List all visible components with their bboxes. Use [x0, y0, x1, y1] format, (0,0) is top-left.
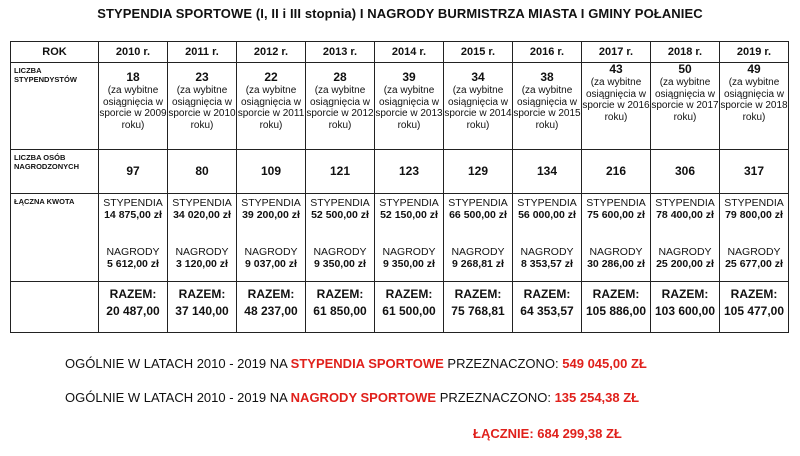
- razem-label: RAZEM:: [661, 287, 709, 301]
- amount-gap: [720, 221, 788, 243]
- summary-nagrody-mid: PRZEZNACZONO:: [436, 390, 555, 405]
- amount-cell: [237, 194, 306, 282]
- razem-value: 105 886,00: [585, 304, 647, 318]
- razem-label: RAZEM:: [454, 287, 502, 301]
- scholars-cell: [168, 63, 237, 150]
- year-header: 2019 r.: [720, 42, 789, 63]
- razem-value: 37 140,00: [175, 304, 229, 318]
- razem-label: RAZEM:: [523, 287, 571, 301]
- summary-nagrody-prefix: OGÓLNIE W LATACH 2010 - 2019 NA: [65, 390, 291, 405]
- razem-value: 61 850,00: [313, 304, 367, 318]
- scholars-note: (za wybitne osiągnięcia w sporcie w 2012 roku): [306, 85, 374, 131]
- nagrody-label: NAGRODY: [313, 246, 367, 258]
- stypendia-value: 56 000,00 zł: [518, 209, 576, 221]
- scholars-count: 39: [402, 70, 416, 84]
- stypendia-value: 39 200,00 zł: [242, 209, 300, 221]
- scholars-count: 28: [333, 70, 347, 84]
- stypendia-value: 66 500,00 zł: [449, 209, 507, 221]
- awarded-cell: [237, 150, 306, 194]
- summary-stypendia: [65, 356, 800, 371]
- awarded-row: [11, 150, 789, 194]
- row-label-awarded: LICZBA OSÓB NAGRODZONYCH: [11, 150, 99, 194]
- awarded-cell: [375, 150, 444, 194]
- nagrody-label: NAGRODY: [589, 246, 643, 258]
- stypendia-value: 78 400,00 zł: [656, 209, 714, 221]
- stypendia-value: 14 875,00 zł: [104, 209, 162, 221]
- scholars-note: (za wybitne osiągnięcia w sporcie w 2016 roku): [582, 77, 650, 123]
- year-header: 2018 r.: [651, 42, 720, 63]
- awarded-cell: [582, 150, 651, 194]
- awarded-cell: [720, 150, 789, 194]
- razem-value: 75 768,81: [451, 304, 505, 318]
- year-header: 2011 r.: [168, 42, 237, 63]
- amount-cell: [720, 194, 789, 282]
- nagrody-label: NAGRODY: [451, 246, 505, 258]
- year-header: 2014 r.: [375, 42, 444, 63]
- nagrody-label: NAGRODY: [382, 246, 436, 258]
- summary-stypendia-value: 549 045,00 ZŁ: [562, 356, 647, 371]
- nagrody-value: 9 350,00 zł: [383, 258, 435, 270]
- awarded-count: 216: [605, 164, 627, 178]
- scholars-note: (za wybitne osiągnięcia w sporcie w 2017 roku): [651, 77, 719, 123]
- scholars-count: 38: [540, 70, 554, 84]
- awarded-cell: [444, 150, 513, 194]
- scholars-note: (za wybitne osiągnięcia w sporcie w 2010 roku): [168, 85, 236, 131]
- stypendia-value: 79 800,00 zł: [725, 209, 783, 221]
- year-header: 2017 r.: [582, 42, 651, 63]
- nagrody-label: NAGRODY: [727, 246, 781, 258]
- razem-label: RAZEM:: [247, 287, 295, 301]
- awarded-count: 123: [398, 164, 420, 178]
- razem-label: RAZEM:: [178, 287, 226, 301]
- amount-gap: [99, 221, 167, 243]
- stypendia-label: STYPENDIA: [241, 197, 301, 209]
- scholars-count: 34: [471, 70, 485, 84]
- total-row: [11, 282, 789, 333]
- amount-gap: [237, 221, 305, 243]
- scholars-cell: [651, 63, 720, 150]
- razem-value: 61 500,00: [382, 304, 436, 318]
- nagrody-value: 3 120,00 zł: [176, 258, 228, 270]
- scholarship-table: [10, 41, 789, 333]
- awarded-count: 306: [674, 164, 696, 178]
- awarded-count: 129: [467, 164, 489, 178]
- razem-label: RAZEM:: [592, 287, 640, 301]
- scholars-note: (za wybitne osiągnięcia w sporcie w 2015 roku): [513, 85, 581, 131]
- year-header: 2015 r.: [444, 42, 513, 63]
- total-cell: [306, 282, 375, 333]
- razem-label: RAZEM:: [109, 287, 157, 301]
- scholars-cell: [720, 63, 789, 150]
- awarded-cell: [513, 150, 582, 194]
- nagrody-label: NAGRODY: [175, 246, 229, 258]
- scholars-count: 22: [264, 70, 278, 84]
- scholars-count: 23: [195, 70, 209, 84]
- awarded-count: 134: [536, 164, 558, 178]
- year-header: 2013 r.: [306, 42, 375, 63]
- summary-stypendia-mid: PRZEZNACZONO:: [443, 356, 563, 371]
- stypendia-label: STYPENDIA: [103, 197, 163, 209]
- total-cell: [513, 282, 582, 333]
- razem-value: 64 353,57: [520, 304, 574, 318]
- total-cell: [582, 282, 651, 333]
- stypendia-value: 52 500,00 zł: [311, 209, 369, 221]
- summary-total: ŁĄCZNIE: 684 299,38 ZŁ: [473, 426, 622, 441]
- amount-cell: [444, 194, 513, 282]
- nagrody-value: 9 350,00 zł: [314, 258, 366, 270]
- scholars-count: 49: [747, 62, 761, 76]
- scholars-cell: [375, 63, 444, 150]
- awarded-cell: [651, 150, 720, 194]
- stypendia-label: STYPENDIA: [379, 197, 439, 209]
- razem-value: 48 237,00: [244, 304, 298, 318]
- razem-value: 105 477,00: [723, 304, 785, 318]
- summary-stypendia-highlight: STYPENDIA SPORTOWE: [290, 356, 444, 371]
- razem-value: 20 487,00: [106, 304, 160, 318]
- corner-header: ROK: [11, 42, 99, 63]
- amount-cell: [375, 194, 444, 282]
- amount-gap: [651, 221, 719, 243]
- amount-cell: [306, 194, 375, 282]
- awarded-count: 80: [195, 164, 209, 178]
- scholars-cell: [582, 63, 651, 150]
- year-header: 2016 r.: [513, 42, 582, 63]
- nagrody-value: 25 200,00 zł: [656, 258, 714, 270]
- row-label-scholars: LICZBA STYPENDYSTÓW: [11, 63, 99, 150]
- nagrody-label: NAGRODY: [520, 246, 574, 258]
- razem-value: 103 600,00: [654, 304, 716, 318]
- total-cell: [444, 282, 513, 333]
- scholars-count: 43: [609, 62, 623, 76]
- amount-cell: [582, 194, 651, 282]
- scholars-note: (za wybitne osiągnięcia w sporcie w 2011 roku): [237, 85, 305, 131]
- scholars-cell: [306, 63, 375, 150]
- nagrody-label: NAGRODY: [106, 246, 160, 258]
- awarded-count: 121: [329, 164, 351, 178]
- stypendia-label: STYPENDIA: [586, 197, 646, 209]
- amount-cell: [651, 194, 720, 282]
- amount-gap: [582, 221, 650, 243]
- awarded-cell: [306, 150, 375, 194]
- stypendia-label: STYPENDIA: [310, 197, 370, 209]
- awarded-cell: [168, 150, 237, 194]
- summary-nagrody-value: 135 254,38 ZŁ: [554, 390, 640, 405]
- summary-stypendia-prefix: OGÓLNIE W LATACH 2010 - 2019 NA: [65, 356, 291, 371]
- nagrody-value: 5 612,00 zł: [107, 258, 159, 270]
- summary-nagrody: [65, 390, 800, 405]
- stypendia-value: 75 600,00 zł: [587, 209, 645, 221]
- year-header: 2012 r.: [237, 42, 306, 63]
- awarded-count: 109: [260, 164, 282, 178]
- nagrody-value: 25 677,00 zł: [725, 258, 783, 270]
- amount-gap: [513, 221, 581, 243]
- nagrody-value: 9 268,81 zł: [452, 258, 504, 270]
- amount-row: [11, 194, 789, 282]
- nagrody-value: 9 037,00 zł: [245, 258, 297, 270]
- scholars-note: (za wybitne osiągnięcia w sporcie w 2018 roku): [720, 77, 788, 123]
- scholars-cell: [99, 63, 168, 150]
- page-title: STYPENDIA SPORTOWE (I, II i III stopnia) I NAGRODY BURMISTRZA MIASTA I GMINY POŁANIEC: [97, 6, 703, 21]
- total-cell: [651, 282, 720, 333]
- total-cell: [237, 282, 306, 333]
- razem-label: RAZEM:: [730, 287, 778, 301]
- total-cell: [375, 282, 444, 333]
- amount-gap: [444, 221, 512, 243]
- scholars-row: [11, 63, 789, 150]
- summary-nagrody-highlight: NAGRODY SPORTOWE: [290, 390, 437, 405]
- amount-cell: [99, 194, 168, 282]
- stypendia-label: STYPENDIA: [517, 197, 577, 209]
- stypendia-value: 34 020,00 zł: [173, 209, 231, 221]
- row-label-amount: ŁĄCZNA KWOTA: [11, 194, 99, 282]
- nagrody-label: NAGRODY: [244, 246, 298, 258]
- awarded-count: 97: [126, 164, 140, 178]
- scholars-note: (za wybitne osiągnięcia w sporcie w 2014 roku): [444, 85, 512, 131]
- header-row: [11, 42, 789, 63]
- amount-cell: [513, 194, 582, 282]
- scholars-count: 18: [126, 70, 140, 84]
- awarded-cell: [99, 150, 168, 194]
- amount-gap: [375, 221, 443, 243]
- nagrody-label: NAGRODY: [658, 246, 712, 258]
- stypendia-value: 52 150,00 zł: [380, 209, 438, 221]
- total-cell: [720, 282, 789, 333]
- amount-cell: [168, 194, 237, 282]
- scholars-note: (za wybitne osiągnięcia w sporcie w 2009 roku): [99, 85, 167, 131]
- awarded-count: 317: [743, 164, 765, 178]
- total-cell: [168, 282, 237, 333]
- amount-gap: [168, 221, 236, 243]
- scholars-count: 50: [678, 62, 692, 76]
- scholars-cell: [444, 63, 513, 150]
- total-row-label-cell: [11, 282, 99, 333]
- nagrody-value: 8 353,57 zł: [521, 258, 573, 270]
- nagrody-value: 30 286,00 zł: [587, 258, 645, 270]
- scholars-note: (za wybitne osiągnięcia w sporcie w 2013 roku): [375, 85, 443, 131]
- stypendia-label: STYPENDIA: [448, 197, 508, 209]
- razem-label: RAZEM:: [316, 287, 364, 301]
- stypendia-label: STYPENDIA: [724, 197, 784, 209]
- stypendia-label: STYPENDIA: [172, 197, 232, 209]
- scholars-cell: [237, 63, 306, 150]
- total-cell: [99, 282, 168, 333]
- razem-label: RAZEM:: [385, 287, 433, 301]
- amount-gap: [306, 221, 374, 243]
- scholars-cell: [513, 63, 582, 150]
- stypendia-label: STYPENDIA: [655, 197, 715, 209]
- year-header: 2010 r.: [99, 42, 168, 63]
